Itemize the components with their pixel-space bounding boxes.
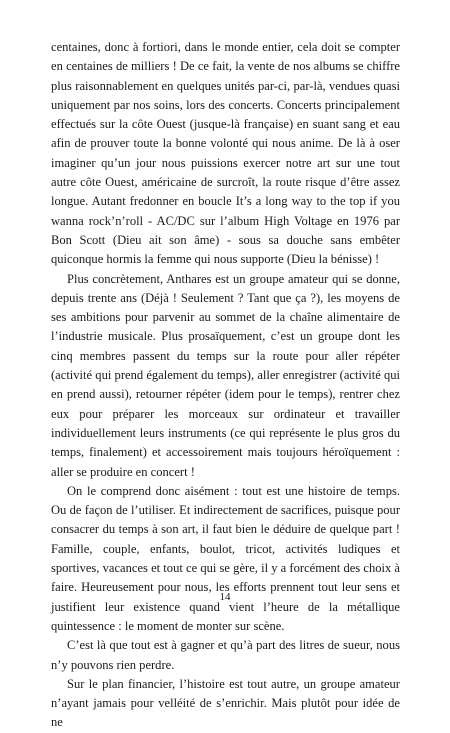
paragraph-5: Sur le plan financier, l’histoire est tout autre, un groupe amateur n’ayant jamais pour velléité de s’enrichir. Mais plutôt pour idée de ne [51,676,400,730]
paragraph-4: C’est là que tout est à gagner et qu’à part des litres de sueur, nous n’y pouvons rien perdre. [51,638,400,672]
paragraph-1: centaines, donc à fortiori, dans le monde entier, cela doit se compter en centaines de milliers ! De ce fait, la vente de nos albums se chiffre plus raisonnablement en quelques unités par-ci, par-là, vendues quasi uniquement par nos soins, lors des concerts. Concerts principalement effectués sur la côte Ouest (jusque-là française) en suant sang et eau afin de prouver toute la bonne volonté qui nous anime. De là à oser imaginer qu’un jour nous puissions exercer notre art sur une tout autre côte Ouest, américaine de surcroît, la route risque d’être assez longue. Autant fredonner en boucle It’s a long way to the top if you wanna rock’n’roll - AC/DC sur l’album High Voltage en 1976 par Bon Scott (Dieu ait son âme) - sous sa douche sans embêter quiconque hormis la femme qui nous supporte (Dieu la bénisse) ! [51,40,400,267]
paragraph-2: Plus concrètement, Anthares est un groupe amateur qui se donne, depuis trente ans (Déjà ! Seulement ? Tant que ça ?), les moyens de ses ambitions pour parvenir au sommet de la chaîne alimentaire de l’industrie musicale. Plus prosaïquement, c’est un groupe dont les cinq membres passent du temps sur la route pour aller répéter (activité qui prend également du temps), aller enregistrer (activité qui en prend aussi), retourner répéter (idem pour le temps), rentrer chez eux pour préparer les morceaux sur ordinateur et travailler individuellement leurs instruments (ce qui représente le plus gros du temps, finalement) et accessoirement mais toujours héroïquement : aller se produire en concert ! [51,271,400,479]
page-body [51,38,400,733]
paragraph-3: On le comprend donc aisément : tout est une histoire de temps. Ou de façon de l’utiliser. Et indirectement de sacrifices, puisque pour consacrer du temps à son art, il faut bien le déduire de quelque part ! Famille, couple, enfants, boulot, tricot, activités ludiques et sportives, vacances et tout ce qui se gère, il y a forcément des choix à faire. Heureusement pour nous, les efforts prennent tout leur sens et justifient leur existence quand vient l’heure de la métallique quintessence : le moment de monter sur scène. [51,483,400,633]
page-number: 14 [219,591,231,603]
